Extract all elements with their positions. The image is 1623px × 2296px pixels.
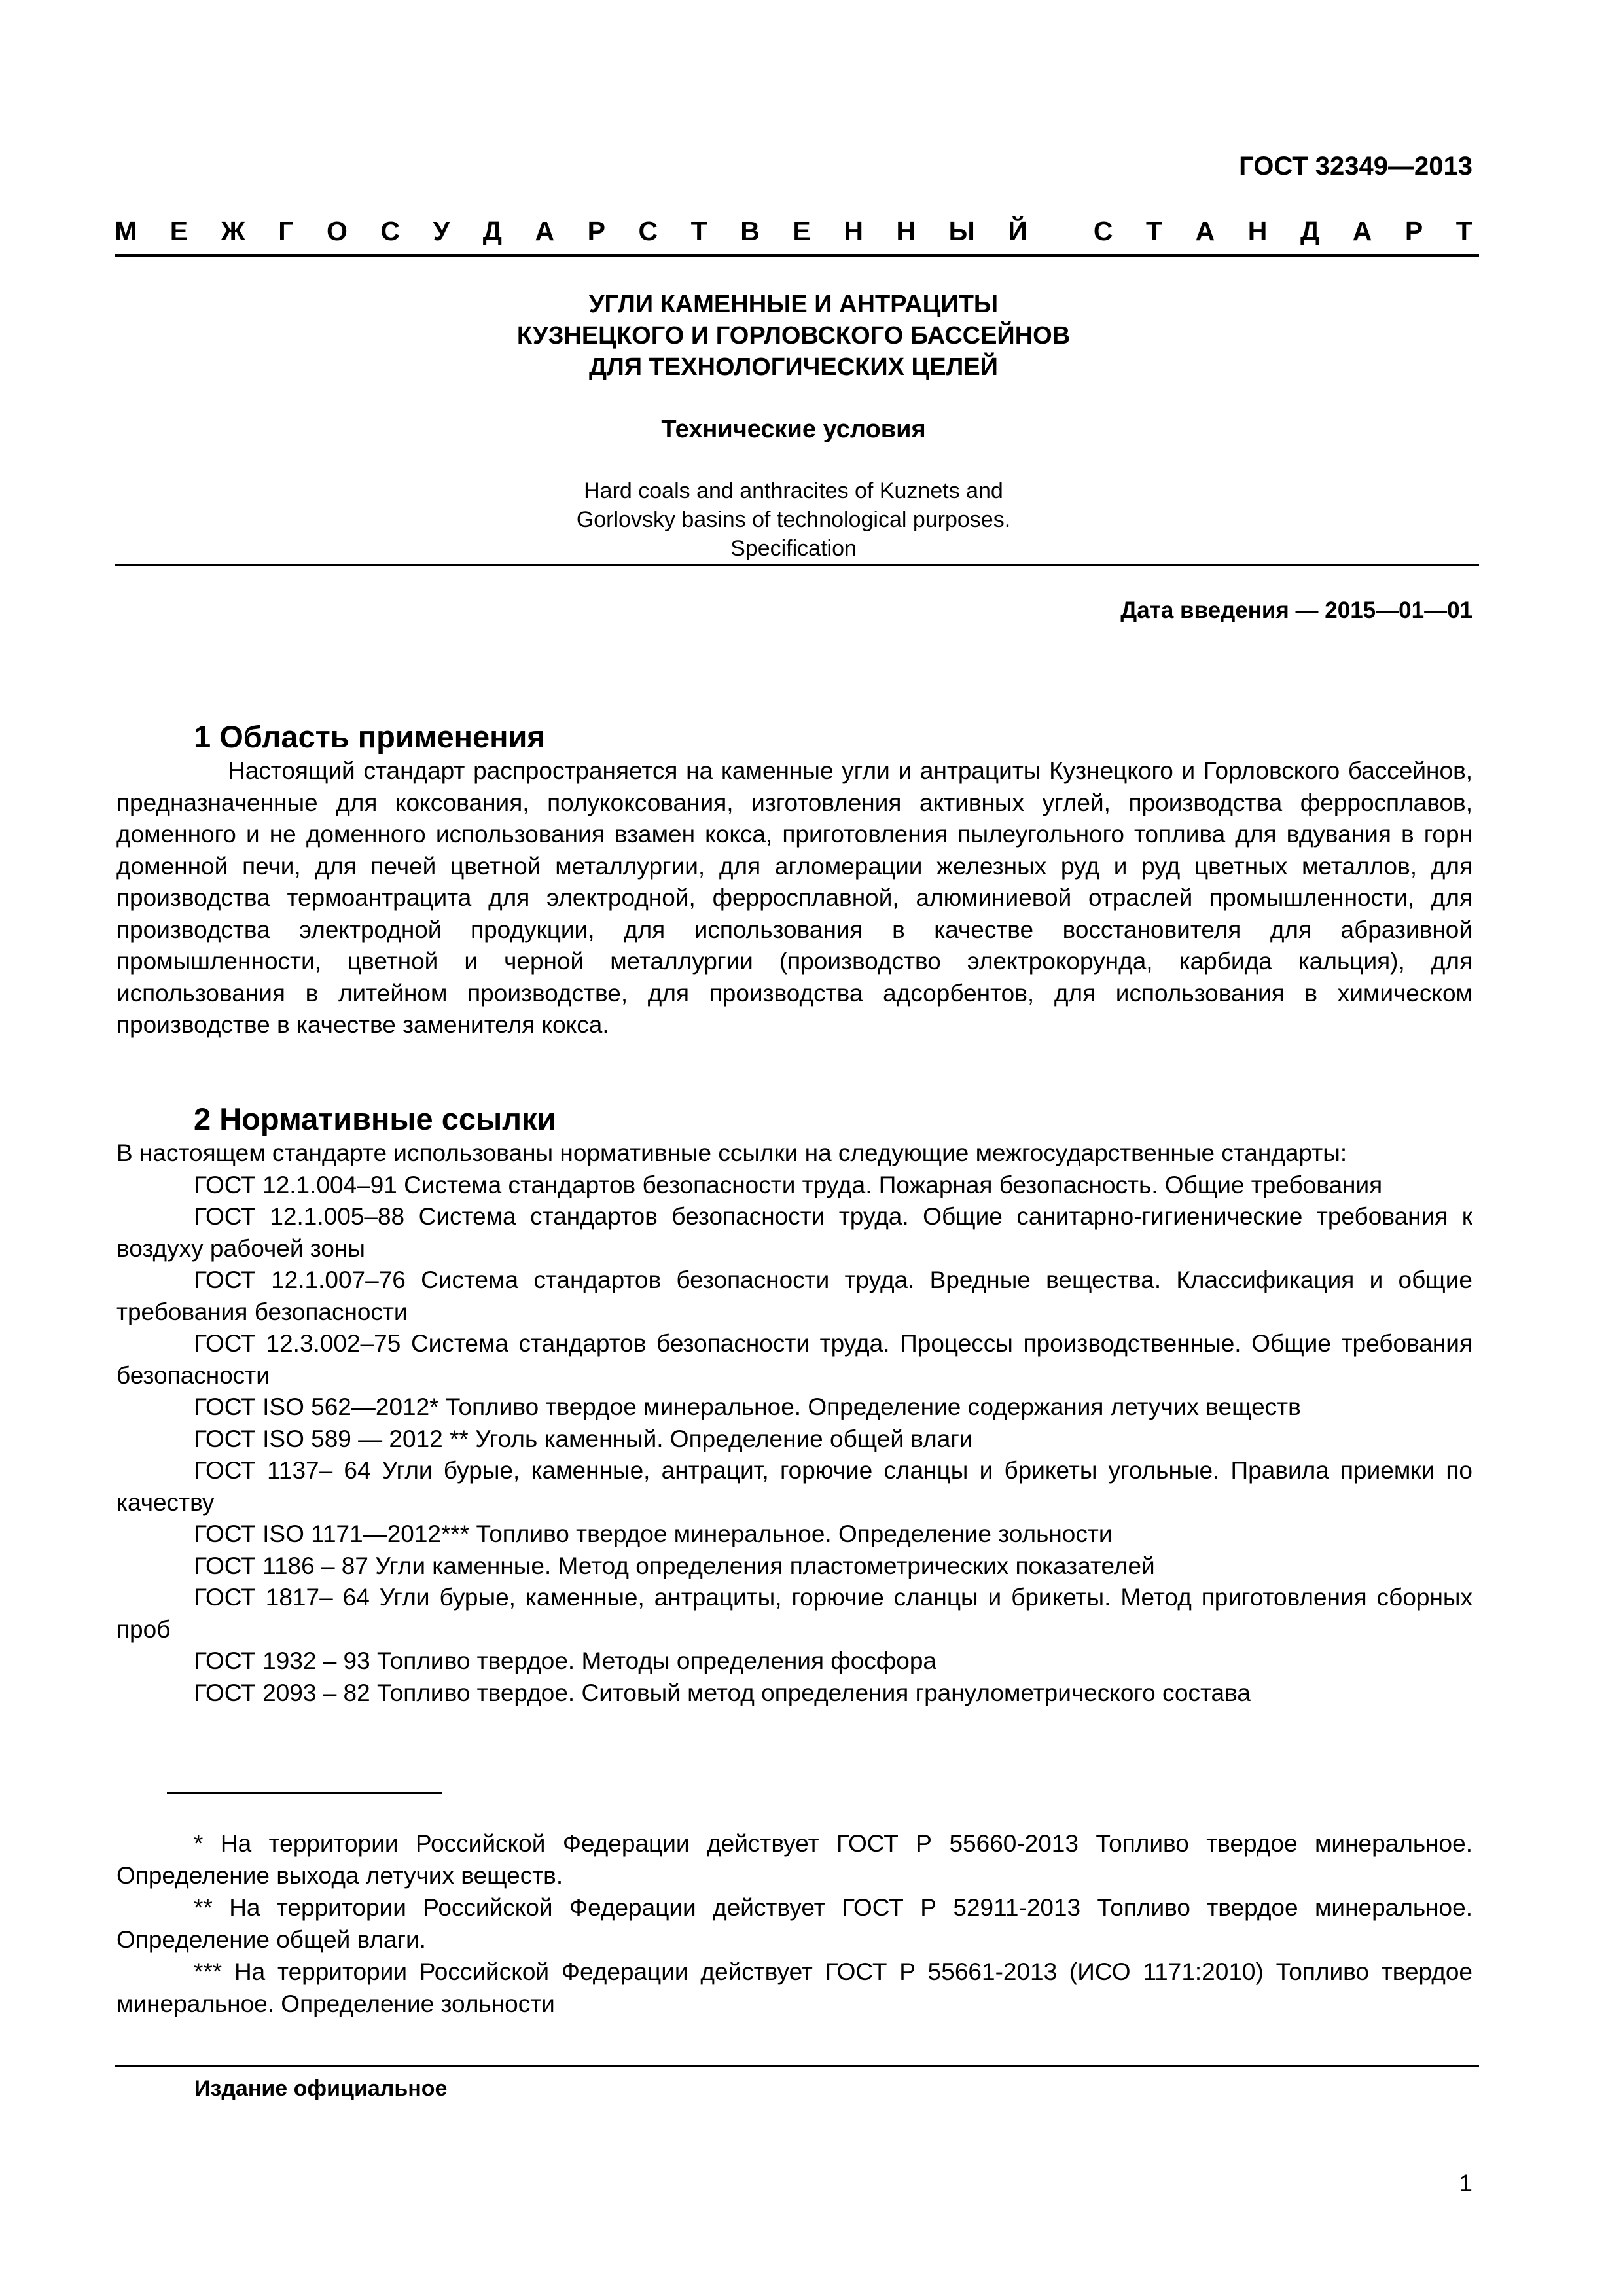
english-title-line: Specification	[730, 536, 857, 561]
title-line: УГЛИ КАМЕННЫЕ И АНТРАЦИТЫ	[588, 291, 999, 318]
heading-letter: С	[380, 216, 401, 246]
heading-letter: Т	[690, 216, 707, 246]
heading-letter: А	[535, 216, 555, 246]
reference-item: ГОСТ 2093 – 82 Топливо твердое. Ситовый метод определения гранулометрического состава	[194, 1679, 1251, 1706]
heading-letter: Р	[587, 216, 605, 246]
page-number: 1	[1459, 2170, 1472, 2197]
footnote-item: ** На территории Российской Федерации действует ГОСТ Р 52911-2013 Топливо твердое минеральное. Определение общей влаги.	[116, 1894, 1472, 1953]
heading-letter: Н	[896, 216, 916, 246]
reference-item: ГОСТ 12.3.002–75 Система стандартов безопасности труда. Процессы производственные. Общие требования безопасности	[116, 1330, 1472, 1389]
document-subtitle: Технические условия	[661, 416, 926, 443]
reference-item: ГОСТ 12.1.005–88 Система стандартов безопасности труда. Общие санитарно-гигиенические требования к воздуху рабочей зоны	[116, 1203, 1472, 1262]
reference-item: ГОСТ 1817– 64 Угли бурые, каменные, антрациты, горючие сланцы и брикеты. Метод приготовления сборных проб	[116, 1584, 1472, 1643]
reference-item: ГОСТ ISO 562—2012* Топливо твердое минеральное. Определение содержания летучих веществ	[194, 1393, 1301, 1420]
title-line: ДЛЯ ТЕХНОЛОГИЧЕСКИХ ЦЕЛЕЙ	[589, 353, 998, 381]
reference-item: ГОСТ 1137– 64 Угли бурые, каменные, антрацит, горючие сланцы и брикеты угольные. Правила приемки по качеству	[116, 1457, 1472, 1516]
heading-letter: Ы	[948, 216, 975, 246]
heading-letter: М	[115, 216, 137, 246]
header-divider	[115, 254, 1479, 257]
section-intro-paragraph: В настоящем стандарте использованы нормативные ссылки на следующие межгосударственные стандарты:	[116, 1139, 1347, 1166]
reference-list	[116, 1170, 1472, 1710]
interstate-standard-heading	[115, 216, 1472, 247]
english-title-line: Gorlovsky basins of technological purposes.	[576, 507, 1011, 532]
heading-letter: Т	[1455, 216, 1472, 246]
reference-item: ГОСТ ISO 1171—2012*** Топливо твердое минеральное. Определение зольности	[194, 1520, 1113, 1547]
heading-letter: Д	[1300, 216, 1320, 246]
footnote-separator	[167, 1792, 442, 1794]
heading-letter: Н	[844, 216, 863, 246]
reference-item: ГОСТ 1186 – 87 Угли каменные. Метод определения пластометрических показателей	[194, 1552, 1155, 1579]
reference-item: ГОСТ 12.1.004–91 Система стандартов безопасности труда. Пожарная безопасность. Общие требования	[194, 1171, 1383, 1198]
heading-letter: А	[1352, 216, 1372, 246]
heading-letter: Т	[1146, 216, 1163, 246]
heading-letter: О	[327, 216, 348, 246]
heading-letter: Й	[1008, 216, 1027, 246]
reference-item: ГОСТ 1932 – 93 Топливо твердое. Методы определения фосфора	[194, 1647, 936, 1674]
heading-letter: Е	[793, 216, 811, 246]
english-title-line: Hard coals and anthracites of Kuznets and	[584, 478, 1003, 503]
title-divider	[115, 564, 1479, 566]
section-heading: 1 Область применения	[194, 719, 545, 754]
official-edition-label: Издание официальное	[194, 2076, 448, 2101]
heading-letter: Е	[169, 216, 188, 246]
footnote-item: * На территории Российской Федерации действует ГОСТ Р 55660-2013 Топливо твердое минеральное. Определение выхода летучих веществ.	[116, 1830, 1472, 1889]
title-line: КУЗНЕЦКОГО И ГОРЛОВСКОГО БАССЕЙНОВ	[516, 322, 1071, 350]
heading-letter: Г	[278, 216, 294, 246]
footer-divider	[115, 2065, 1479, 2067]
gost-number: ГОСТ 32349—2013	[1239, 152, 1472, 181]
heading-letter: В	[740, 216, 760, 246]
heading-letter: Р	[1404, 216, 1423, 246]
heading-letter: С	[1093, 216, 1113, 246]
english-title	[115, 476, 1472, 563]
section-scope	[116, 719, 1472, 1041]
section-normative-references	[116, 1101, 1472, 1709]
heading-letter: У	[433, 216, 450, 246]
introduction-date: Дата введения — 2015—01—01	[1120, 598, 1472, 623]
document-title	[115, 289, 1472, 383]
heading-letter: Ж	[221, 216, 245, 246]
heading-letter: С	[638, 216, 658, 246]
reference-item: ГОСТ 12.1.007–76 Система стандартов безопасности труда. Вредные вещества. Классификация и общие требования безопасности	[116, 1266, 1472, 1325]
section-heading: 2 Нормативные ссылки	[194, 1102, 556, 1136]
heading-letter: Д	[482, 216, 502, 246]
heading-letter: Н	[1247, 216, 1268, 246]
reference-item: ГОСТ ISO 589 — 2012 ** Уголь каменный. Определение общей влаги	[194, 1425, 973, 1452]
heading-letter: А	[1195, 216, 1215, 246]
section-paragraph: Настоящий стандарт распространяется на каменные угли и антрациты Кузнецкого и Горловского бассейнов, предназначенные для коксования, полукоксования, изготовления активных углей, производства ферросплавов, доменного и не доменного использования взамен кокса, приготовления пылеугольного топлива для вдувания в горн доменной печи, для печей цветной металлургии, для агломерации железных руд и руд цветных металлов, для производства термоантрацита для электродной, ферросплавной, алюминиевой отраслей промышленности, для производства электродной продукции, для использования в качестве восстановителя для абразивной промышленности, цветной и черной металлургии (производство электрокорунда, карбида кальция), для использования в литейном производстве, для производства адсорбентов, для использования в химическом производстве в качестве заменителя кокса.	[116, 757, 1472, 1038]
footnote-item: *** На территории Российской Федерации действует ГОСТ Р 55661-2013 (ИСО 1171:2010) Топливо твердое минеральное. Определение зольности	[116, 1958, 1472, 2017]
footnotes	[116, 1827, 1472, 2020]
